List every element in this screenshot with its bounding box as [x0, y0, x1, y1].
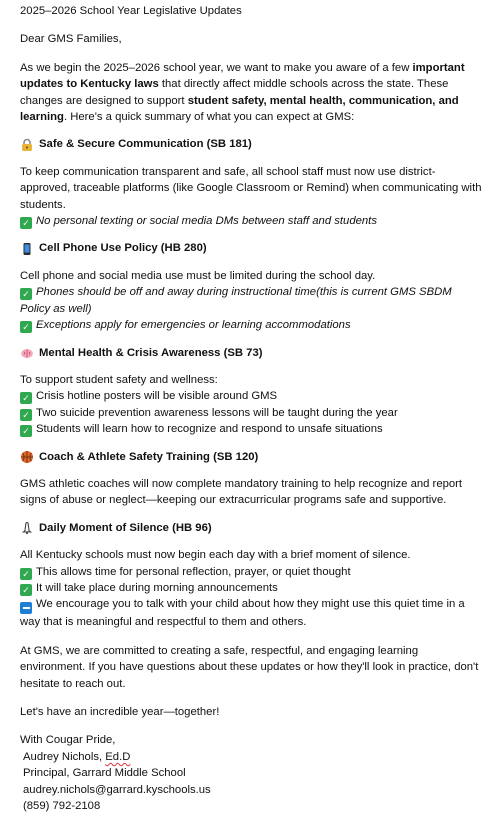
section-heading-athlete-safety [20, 449, 484, 465]
check-icon: ✓ [20, 217, 32, 229]
check-icon: ✓ [20, 568, 32, 580]
intro-bold-2: student safety, mental health, communication, and learning [20, 94, 459, 124]
section-heading-text: Safe & Secure Communication (SB 181) [39, 138, 252, 151]
section-body: To support student safety and wellness: [20, 373, 218, 386]
section-heading-communication [20, 136, 484, 152]
check-icon: ✓ [20, 584, 32, 596]
phone-icon [20, 242, 34, 256]
signer-name: Audrey Nichols, Ed.D [23, 750, 131, 763]
signer-role: Principal, Garrard Middle School [23, 767, 186, 780]
list-item: ✓ This allows time for personal reflection, prayer, or quiet thought [20, 564, 484, 580]
section-body: Cell phone and social media use must be limited during the school day. [20, 269, 376, 282]
signoff: With Cougar Pride, [20, 734, 116, 747]
section-heading-moment-of-silence [20, 520, 484, 536]
section-heading-text: Mental Health & Crisis Awareness (SB 73) [39, 346, 263, 359]
list-item: ✓ Exceptions apply for emergencies or learning accommodations [20, 317, 484, 333]
check-icon: ✓ [20, 392, 32, 404]
list-item: ✓ Phones should be off and away during instructional time(this is current GMS SBDM Policy as well) [20, 286, 452, 315]
credential: Ed.D [105, 750, 131, 763]
list-item: ✓ No personal texting or social media DMs between staff and students [20, 213, 484, 229]
list-item: ✓ Crisis hotline posters will be visible around GMS [20, 388, 484, 404]
list-item: ✓ Students will learn how to recognize and respond to unsafe situations [20, 421, 484, 437]
lock-icon [20, 138, 34, 152]
list-item: ✓ Two suicide prevention awareness lessons will be taught during the year [20, 405, 484, 421]
greeting: Dear GMS Families, [20, 33, 122, 46]
intro-text-1: As we begin the 2025–2026 school year, we want to make you aware of a few [20, 61, 413, 74]
intro-text-2: that directly affect middle schools across the state. These changes are designed to support [20, 78, 449, 107]
letter-title: 2025–2026 School Year Legislative Updates [20, 5, 242, 17]
section-heading-text: Cell Phone Use Policy (HB 280) [39, 242, 207, 255]
bell-icon [20, 521, 34, 535]
brain-icon [20, 346, 34, 360]
intro-bold-1: important updates to Kentucky laws [20, 61, 465, 91]
section-heading-mental-health [20, 345, 484, 361]
section-heading-text: Coach & Athlete Safety Training (SB 120) [39, 450, 259, 463]
check-icon: ✓ [20, 288, 32, 300]
section-body: GMS athletic coaches will now complete mandatory training to help recognize and report signs of abuse or neglect—keeping our extracurricular programs safe and supportive. [20, 477, 463, 507]
check-icon: ✓ [20, 425, 32, 437]
signer-phone: (859) 792-2108 [23, 800, 101, 813]
list-item: ✓ It will take place during morning announcements [20, 580, 484, 596]
list-item: We encourage you to talk with your child about how they might use this quiet time in a way that is meaningful and respectful to them and others. [20, 598, 465, 629]
closing-paragraph: At GMS, we are committed to creating a safe, respectful, and engaging learning environment. If you have questions about these updates or how they'll look in practice, don't hesitate to reach out. [20, 644, 479, 690]
check-icon: ✓ [20, 409, 32, 421]
signature-block [20, 732, 484, 814]
section-body: To keep communication transparent and safe, all school staff must now use district-approved, traceable platforms (like Google Classroom or Remind) when communicating with students. [20, 165, 482, 211]
cheer-line: Let's have an incredible year—together! [20, 706, 220, 718]
check-icon: ✓ [20, 321, 32, 333]
signer-email[interactable]: audrey.nichols@garrard.kyschools.us [23, 783, 211, 796]
minus-icon [20, 602, 32, 614]
intro-text-3: . Here's a quick summary of what you can expect at GMS: [63, 111, 355, 124]
section-heading-cellphone [20, 240, 484, 256]
section-body: All Kentucky schools must now begin each day with a brief moment of silence. [20, 549, 411, 562]
section-heading-text: Daily Moment of Silence (HB 96) [39, 521, 212, 534]
intro-paragraph [20, 60, 484, 126]
basketball-icon [20, 450, 34, 464]
